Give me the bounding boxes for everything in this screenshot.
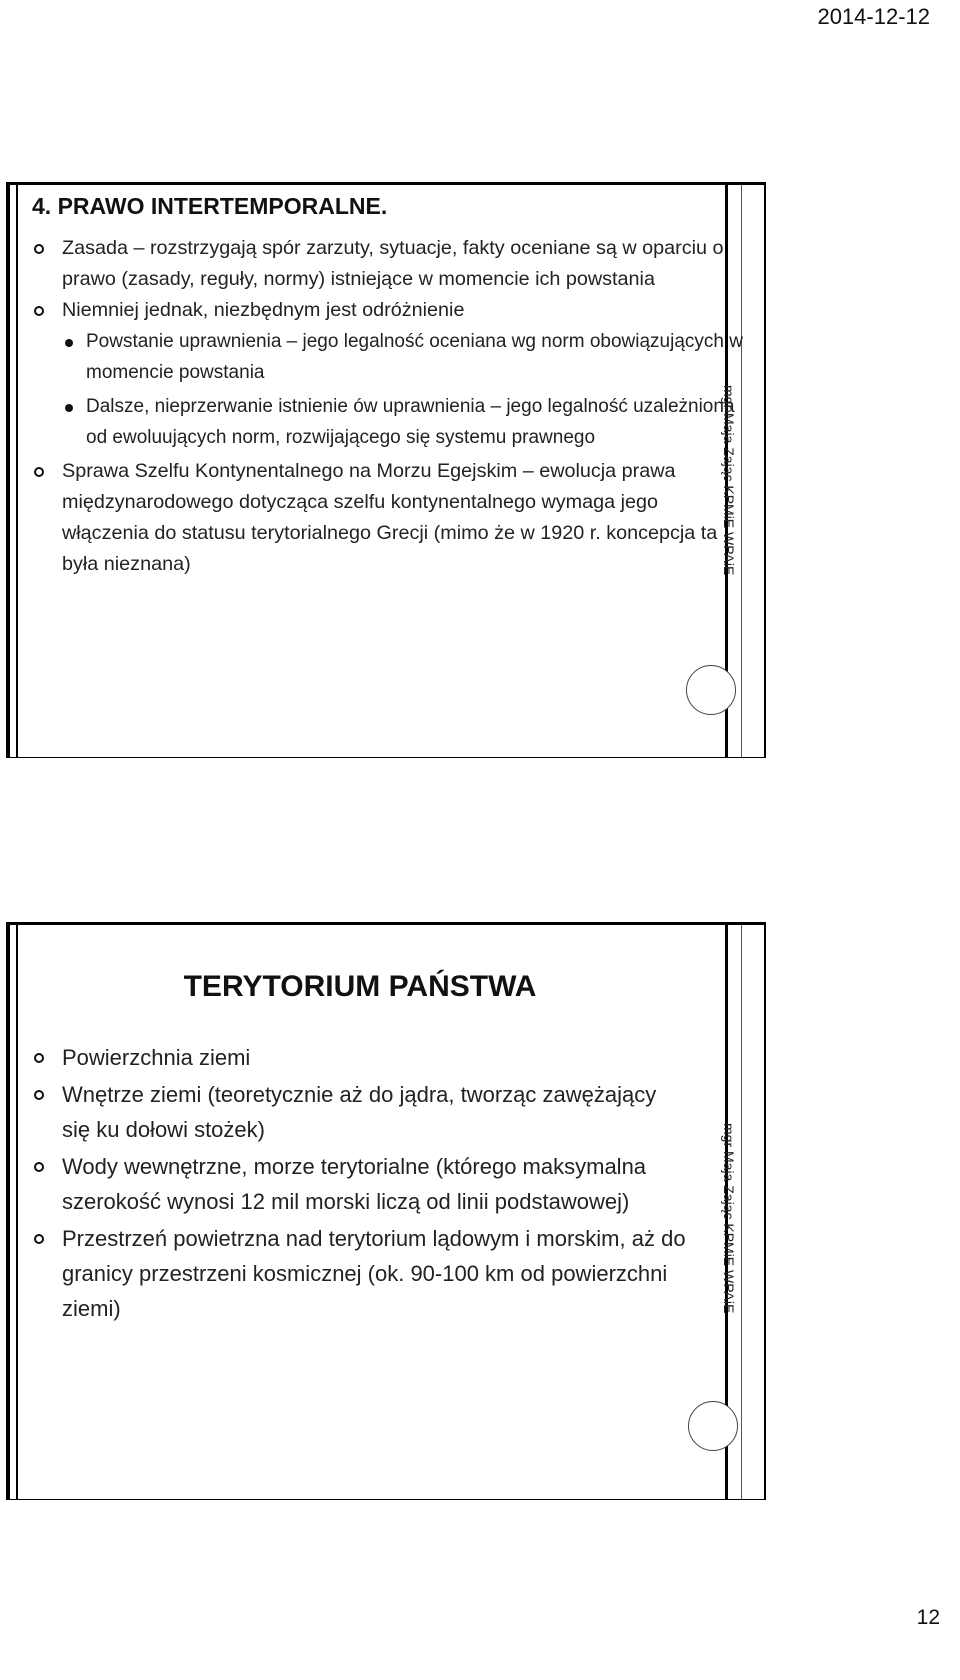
bullet-item [48,1040,688,1075]
slide-circle-decoration [688,1401,738,1451]
bullet-item [48,1149,688,1219]
slide-title: TERYTORIUM PAŃSTWA [183,970,537,1003]
slide-title: 4. PRAWO INTERTEMPORALNE. [32,193,388,219]
bullet-item [48,1077,688,1147]
bullet-text: Powierzchnia ziemi [62,1045,251,1070]
bullet-text: Wody wewnętrzne, morze terytorialne (którego maksymalna szerokość wynosi 12 mil morski liczą od linii podstawowej) [62,1154,647,1214]
bullet-text: Sprawa Szelfu Kontynentalnego na Morzu Egejskim – ewolucja prawa międzynarodowego dotycząca szelfu kontynentalnego wymaga jego włączenia do statusu terytorialnego Grecji (mimo że w 1920 r. koncepcja ta była nieznana) [62,460,718,575]
ring-bullet-icon [34,244,44,254]
slide-circle-decoration [686,665,736,715]
slide-intertemporal-law [6,182,766,758]
sub-bullet-text: Powstanie uprawnienia – jego legalność oceniana wg norm obowiązujących w momencie powstania [86,331,743,383]
ring-bullet-icon [34,1162,44,1172]
slide-side-author: mgr Maja Zając KPMiE WPAiE [721,1123,737,1314]
sub-bullet-item [48,326,748,388]
bullet-text: Wnętrze ziemi (teoretycznie aż do jądra, tworząc zawężający się ku dołowi stożek) [62,1082,657,1142]
bullet-item [48,233,748,295]
slide-state-territory [6,922,766,1500]
bullet-item [48,456,748,580]
ring-bullet-icon [34,1090,44,1100]
bullet-text: Niemniej jednak, niezbędnym jest odróżnienie [62,299,465,321]
page-number: 12 [916,1606,940,1629]
slide-content [48,233,748,580]
bullet-item [48,295,748,326]
sub-bullet-text: Dalsze, nieprzerwanie istnienie ów uprawnienia – jego legalność uzależniona od ewoluujących norm, rozwijającego się systemu prawnego [86,396,735,448]
dot-bullet-icon [65,339,73,347]
slide-content [48,1040,688,1328]
bullet-text: Przestrzeń powietrzna nad terytorium lądowym i morskim, aż do granicy przestrzeni kosmicznej (ok. 90-100 km od powierzchni ziemi) [62,1226,686,1321]
page-date: 2014-12-12 [817,4,930,29]
bullet-text: Zasada – rozstrzygają spór zarzuty, sytuacje, fakty oceniane są w oparciu o prawo (zasady, reguły, normy) istniejące w momencie ich powstania [62,237,724,290]
ring-bullet-icon [34,306,44,316]
slide-side-author: mgr Maja Zając KPMiE WPAiE [721,385,737,576]
bullet-item [48,1221,688,1326]
ring-bullet-icon [34,1053,44,1063]
ring-bullet-icon [34,467,44,477]
ring-bullet-icon [34,1234,44,1244]
sub-bullet-item [48,391,748,453]
dot-bullet-icon [65,404,73,412]
